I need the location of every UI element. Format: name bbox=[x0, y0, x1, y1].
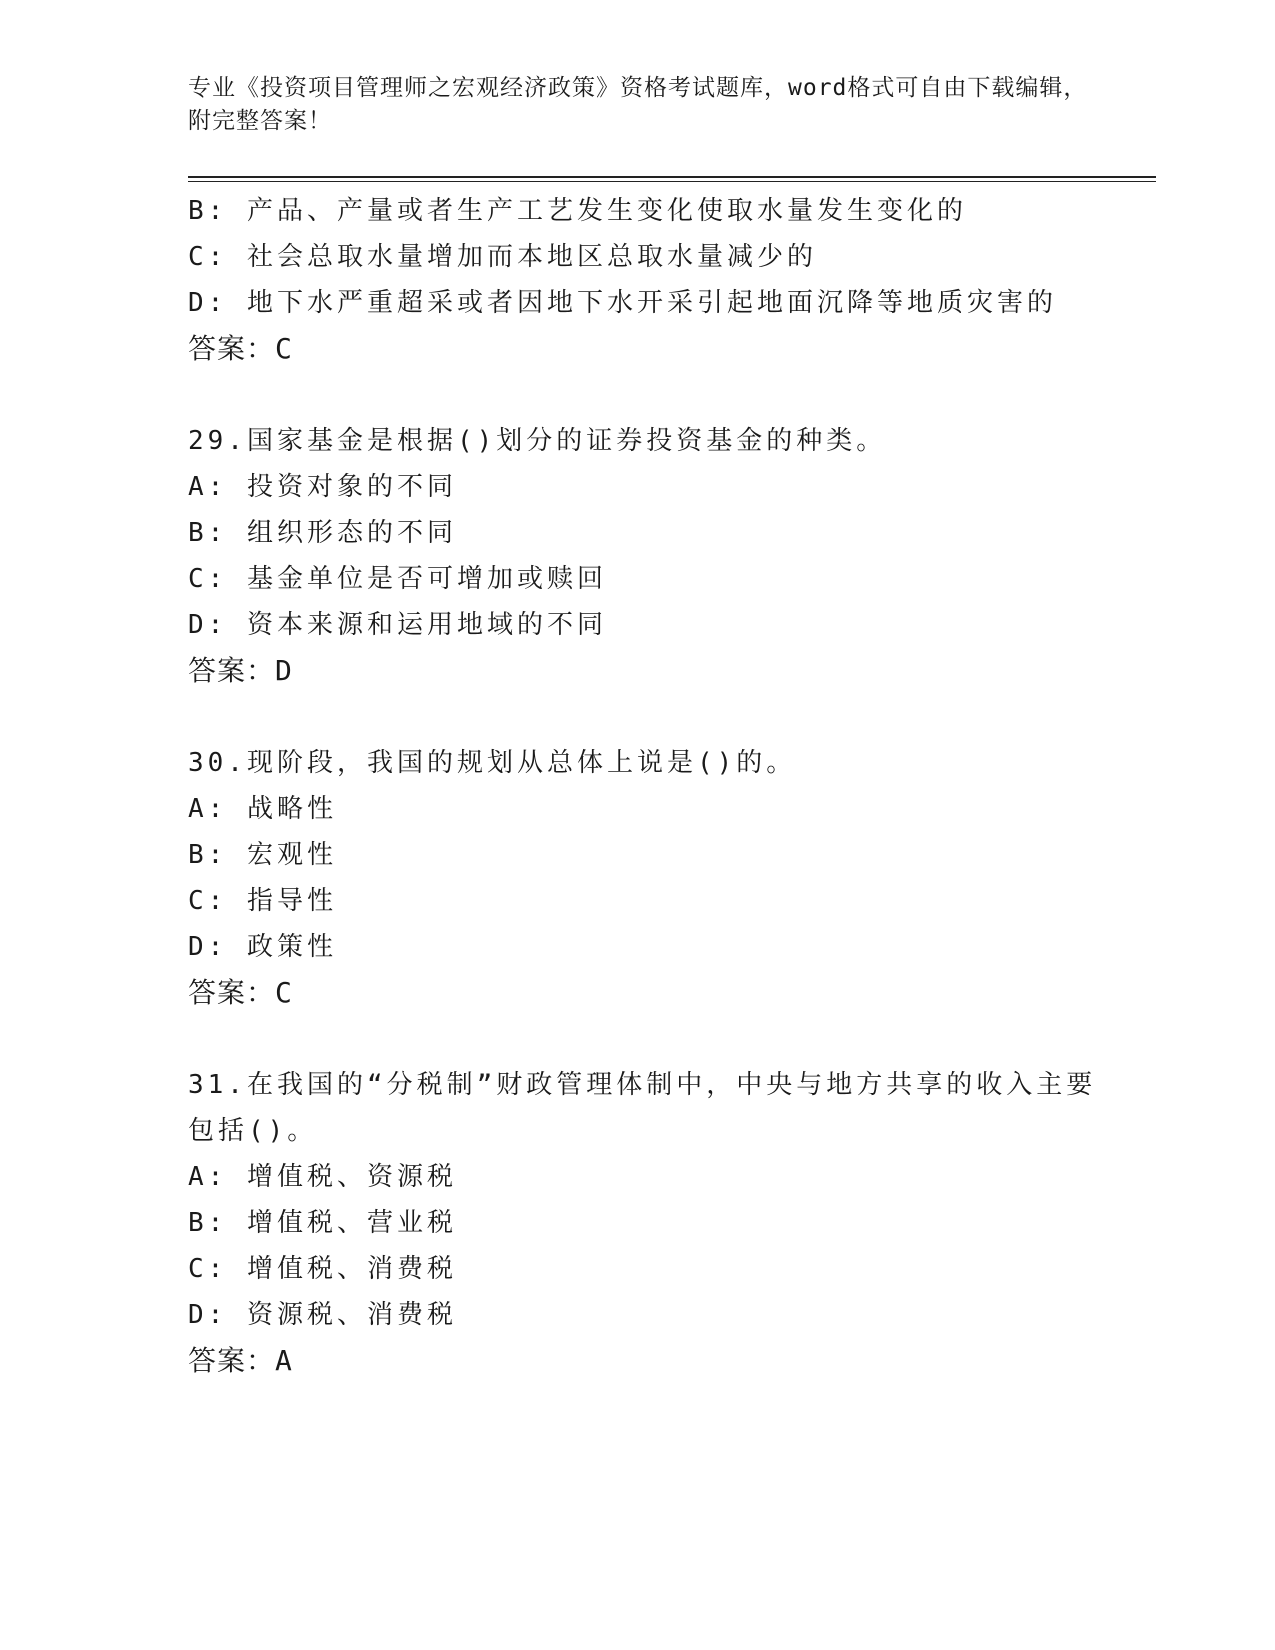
answer-line: 答案：C bbox=[188, 332, 293, 365]
option-a: A: 投资对象的不同 bbox=[188, 472, 457, 502]
option-b: B: 宏观性 bbox=[188, 840, 337, 870]
option-d: D: 地下水严重超采或者因地下水开采引起地面沉降等地质灾害的 bbox=[188, 288, 1057, 318]
option-b: B: 产品、产量或者生产工艺发生变化使取水量发生变化的 bbox=[188, 196, 967, 226]
header-divider-thin bbox=[188, 181, 1156, 182]
option-d: D: 政策性 bbox=[188, 932, 337, 962]
answer-line: 答案：C bbox=[188, 976, 293, 1009]
header-divider-thick bbox=[188, 176, 1156, 178]
answer-line: 答案：A bbox=[188, 1344, 293, 1377]
question-28-carryover bbox=[188, 188, 1088, 372]
option-d: D: 资源税、消费税 bbox=[188, 1300, 457, 1330]
option-c: C: 社会总取水量增加而本地区总取水量减少的 bbox=[188, 242, 817, 272]
option-d: D: 资本来源和运用地域的不同 bbox=[188, 610, 607, 640]
question-text: 29.国家基金是根据()划分的证券投资基金的种类。 bbox=[188, 426, 887, 456]
option-b: B: 增值税、营业税 bbox=[188, 1208, 457, 1238]
option-b: B: 组织形态的不同 bbox=[188, 518, 457, 548]
answer-line: 答案：D bbox=[188, 654, 293, 687]
document-header bbox=[188, 72, 1088, 138]
question-text: 30.现阶段，我国的规划从总体上说是()的。 bbox=[188, 748, 797, 778]
option-c: C: 增值税、消费税 bbox=[188, 1254, 457, 1284]
question-content bbox=[188, 188, 1097, 1384]
option-a: A: 增值税、资源税 bbox=[188, 1162, 457, 1192]
question-text-line-1: 31.在我国的“分税制”财政管理体制中，中央与地方共享的收入主要 bbox=[188, 1070, 1097, 1100]
question-30 bbox=[188, 740, 1088, 1016]
option-c: C: 基金单位是否可增加或赎回 bbox=[188, 564, 607, 594]
question-31 bbox=[188, 1062, 1097, 1384]
question-29 bbox=[188, 418, 1088, 694]
option-a: A: 战略性 bbox=[188, 794, 337, 824]
option-c: C: 指导性 bbox=[188, 886, 337, 916]
header-intro-text: 专业《投资项目管理师之宏观经济政策》资格考试题库，word格式可自由下载编辑，附完整答案！ bbox=[188, 75, 1088, 134]
question-text-line-2: 包括()。 bbox=[188, 1116, 318, 1146]
